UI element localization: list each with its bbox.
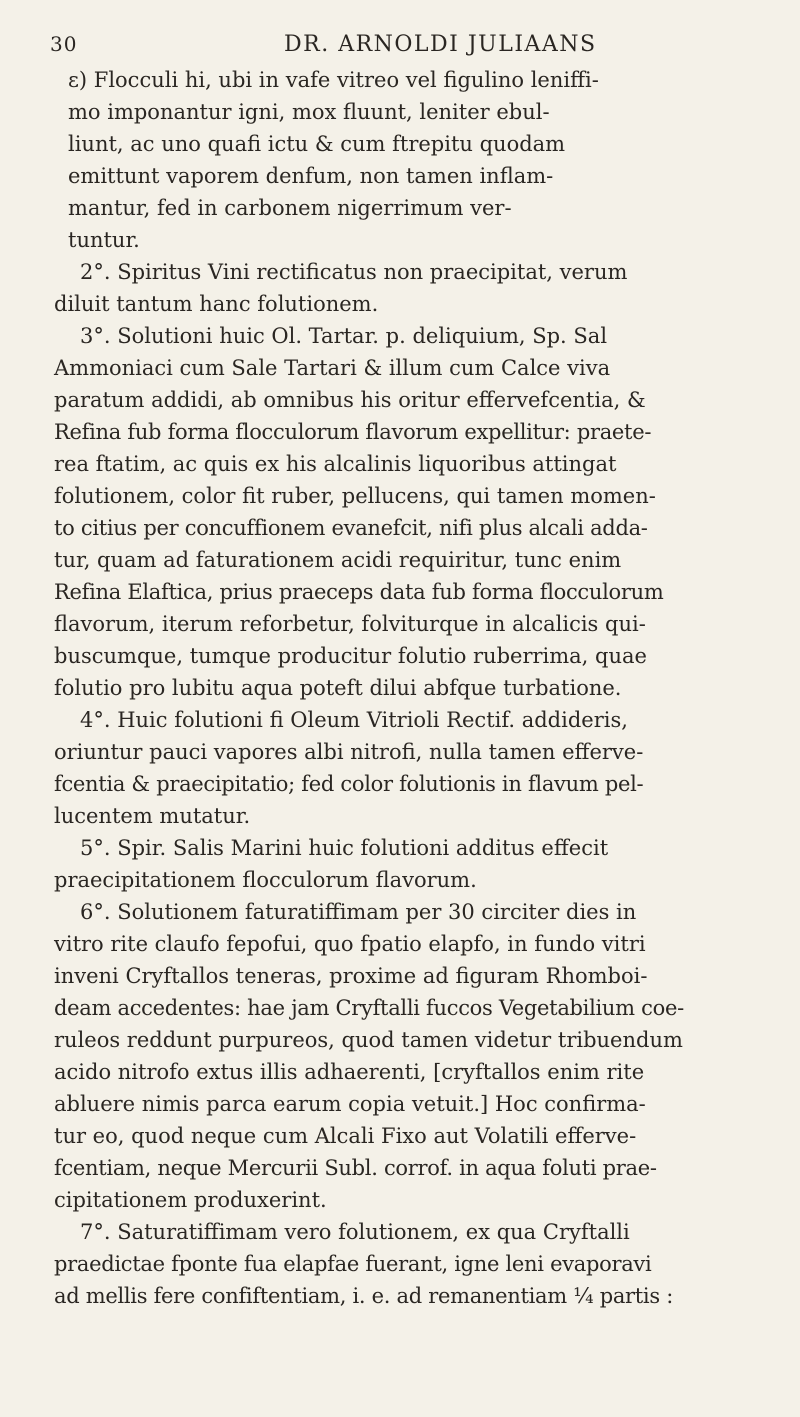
text-line: mo imponantur igni, mox fluunt, leniter ebul- bbox=[68, 100, 550, 124]
text-line: fcentia & praecipitatio; fed color folutionis in flavum pel- bbox=[54, 772, 644, 796]
page-number: 30 bbox=[50, 32, 78, 56]
text-line: 5°. Spir. Salis Marini huic folutioni additus effecit bbox=[80, 836, 609, 860]
text-line: rea ftatim, ac quis ex his alcalinis liquoribus attingat bbox=[54, 452, 617, 476]
text-line: emittunt vaporem denfum, non tamen inflam- bbox=[68, 164, 554, 188]
text-line: 3°. Solutioni huic Ol. Tartar. p. deliquium, Sp. Sal bbox=[80, 324, 608, 348]
running-head: DR. ARNOLDI JULIAANS bbox=[284, 32, 597, 57]
text-line: deam accedentes: hae jam Cryftalli fuccos Vegetabilium coe- bbox=[54, 996, 684, 1020]
text-line: 4°. Huic folutioni fi Oleum Vitrioli Rectif. addideris, bbox=[80, 708, 628, 732]
text-line: paratum addidi, ab omnibus his oritur effervefcentia, & bbox=[54, 388, 646, 412]
text-line: ad mellis fere confiftentiam, i. e. ad remanentiam ¼ partis : bbox=[54, 1284, 673, 1308]
text-line: praedictae fponte fua elapfae fuerant, igne leni evaporavi bbox=[54, 1252, 652, 1276]
body-text bbox=[54, 64, 769, 1312]
text-line: 2°. Spiritus Vini rectificatus non praecipitat, verum bbox=[80, 260, 628, 284]
text-line: folutio pro lubitu aqua poteft dilui abfque turbatione. bbox=[54, 676, 622, 700]
text-line: Refina Elaftica, prius praeceps data fub forma flocculorum bbox=[54, 580, 664, 604]
text-line: 6°. Solutionem faturatiffimam per 30 circiter dies in bbox=[80, 900, 637, 924]
text-line: to citius per concuffionem evanefcit, nifi plus alcali adda- bbox=[54, 516, 648, 540]
text-line: abluere nimis parca earum copia vetuit.] Hoc confirma- bbox=[54, 1092, 646, 1116]
text-line: 7°. Saturatiffimam vero folutionem, ex qua Cryftalli bbox=[80, 1220, 630, 1244]
page-header bbox=[50, 22, 770, 62]
text-line: inveni Cryftallos teneras, proxime ad figuram Rhomboi- bbox=[54, 964, 648, 988]
text-line: vitro rite claufo fepofui, quo fpatio elapfo, in fundo vitri bbox=[54, 932, 646, 956]
text-line: ruleos reddunt purpureos, quod tamen videtur tribuendum bbox=[54, 1028, 683, 1052]
text-line: diluit tantum hanc folutionem. bbox=[54, 292, 379, 316]
text-line: mantur, fed in carbonem nigerrimum ver- bbox=[68, 196, 512, 220]
text-line: cipitationem produxerint. bbox=[54, 1188, 327, 1212]
text-line: ε) Flocculi hi, ubi in vafe vitreo vel figulino leniffi- bbox=[68, 68, 599, 92]
text-line: praecipitationem flocculorum flavorum. bbox=[54, 868, 477, 892]
text-line: tuntur. bbox=[68, 228, 140, 252]
text-line: buscumque, tumque producitur folutio ruberrima, quae bbox=[54, 644, 647, 668]
text-line: tur eo, quod neque cum Alcali Fixo aut Volatili efferve- bbox=[54, 1124, 637, 1148]
text-line: lucentem mutatur. bbox=[54, 804, 251, 828]
text-line: folutionem, color fit ruber, pellucens, qui tamen momen- bbox=[54, 484, 656, 508]
text-line: Refina fub forma flocculorum flavorum expellitur: praete- bbox=[54, 420, 652, 444]
text-line: fcentiam, neque Mercurii Subl. corrof. in aqua foluti prae- bbox=[54, 1156, 657, 1180]
text-line: flavorum, iterum reforbetur, folviturque in alcalicis qui- bbox=[54, 612, 646, 636]
text-line: Ammoniaci cum Sale Tartari & illum cum Calce viva bbox=[54, 356, 611, 380]
text-line: tur, quam ad faturationem acidi requiritur, tunc enim bbox=[54, 548, 622, 572]
text-line: acido nitrofo extus illis adhaerenti, [cryftallos enim rite bbox=[54, 1060, 645, 1084]
text-line: oriuntur pauci vapores albi nitrofi, nulla tamen efferve- bbox=[54, 740, 644, 764]
text-line: liunt, ac uno quafi ictu & cum ftrepitu quodam bbox=[68, 132, 566, 156]
